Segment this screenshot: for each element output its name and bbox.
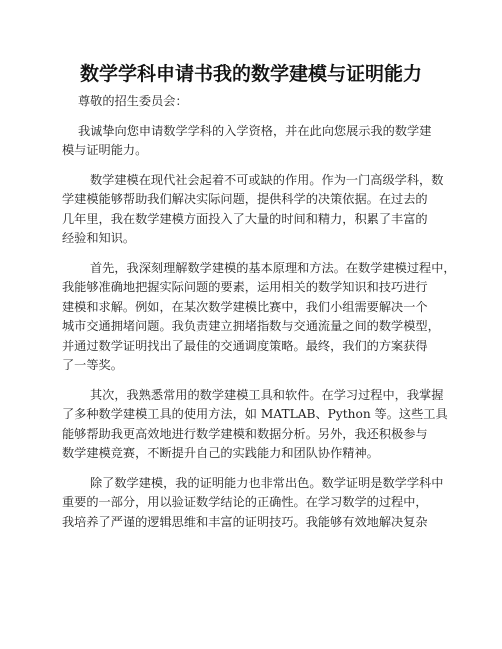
text-line: 数学建模在现代社会起着不可或缺的作用。作为一门高级学科，数	[90, 172, 444, 187]
document-title: 数学学科申请书我的数学建模与证明能力	[79, 63, 422, 85]
paragraph-second-point	[62, 386, 452, 464]
salutation-line: 尊敬的招生委员会：	[78, 94, 188, 108]
text-line: 了多种数学建模工具的使用方法，如 MATLAB、Python 等。这些工具	[62, 407, 448, 421]
text-line: 我能够准确地把握实际问题的要素，运用相关的数学知识和技巧进行	[62, 280, 428, 294]
text-line: 学建模能够帮助我们解决实际问题，提供科学的决策依据。在过去的	[62, 192, 428, 206]
text-line: 我诚挚向您申请数学学科的入学资格，并在此向您展示我的数学建	[78, 123, 432, 138]
paragraph-salutation	[62, 92, 452, 112]
text-line: 其次，我熟悉常用的数学建模工具和软件。在学习过程中，我掌握	[90, 387, 444, 402]
text-line: 模与证明能力。	[62, 143, 148, 157]
text-line: 能够帮助我更高效地进行数学建模和数据分析。另外，我还积极参与	[62, 426, 428, 441]
text-line: 城市交通拥堵问题。我负责建立拥堵指数与交通流量之间的数学模型，	[62, 319, 440, 333]
text-line: 重要的一部分，用以验证数学结论的正确性。在学习数学的过程中，	[62, 495, 428, 509]
paragraph-intro	[62, 122, 452, 161]
text-line: 数学建模竞赛，不断提升自己的实践能力和团队协作精神。	[62, 446, 379, 460]
text-line: 经验和知识。	[62, 231, 136, 245]
paragraph-proof-ability	[62, 474, 452, 533]
text-line: 几年里，我在数学建模方面投入了大量的时间和精力，积累了丰富的	[62, 211, 428, 226]
text-line: 了一等奖。	[62, 358, 123, 372]
text-line: 并通过数学证明找出了最佳的交通调度策略。最终，我们的方案获得	[62, 338, 428, 353]
text-line: 我培养了严谨的逻辑思维和丰富的证明技巧。我能够有效地解决复杂	[62, 514, 428, 529]
paragraph-first-point	[62, 259, 456, 376]
document-body	[62, 92, 456, 532]
paragraph-modeling-importance	[62, 171, 452, 249]
text-line: 首先，我深刻理解数学建模的基本原理和方法。在数学建模过程中，	[90, 260, 456, 275]
text-line: 建模和求解。例如，在某次数学建模比赛中，我们小组需要解决一个	[62, 299, 428, 314]
text-line: 除了数学建模，我的证明能力也非常出色。数学证明是数学学科中	[90, 475, 444, 490]
